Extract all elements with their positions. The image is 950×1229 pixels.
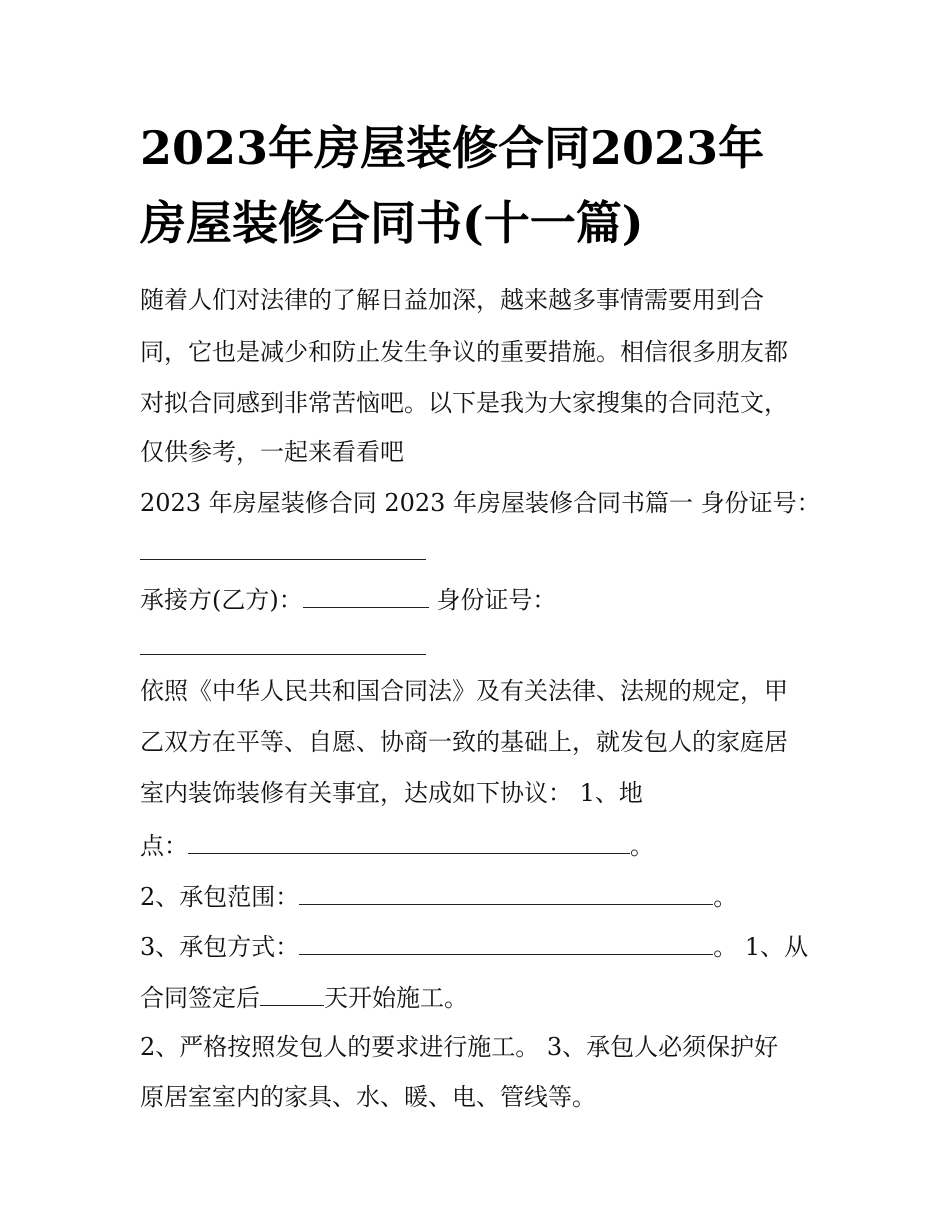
contractor-id-label: 身份证号： [436,586,557,614]
requirement-line-1: 2、严格按照发包人的要求进行施工。 3、承包人必须保护好 [140,1033,779,1061]
contractor-name-blank [303,583,429,608]
start-suffix: 天开始施工。 [324,984,468,1012]
scope-label: 2、承包范围： [140,883,300,911]
start-days-blank [260,981,324,1006]
method-blank [299,930,713,955]
start-line [140,981,830,1013]
id-number-blank-1 [140,535,426,560]
title-text-a: 年房屋装修合同 [268,121,591,175]
basis-line-1: 依照《中华人民共和国合同法》及有关法律、法规的规定，甲 [140,677,788,705]
intro-line-3: 对拟合同感到非常苦恼吧。以下是我为大家搜集的合同范文， [140,389,788,417]
location-end: 。 [630,832,654,860]
title-year-b: 2023 [590,121,719,175]
requirement-line-2: 原居室室内的家具、水、暖、电、管线等。 [140,1083,596,1111]
location-label: 点： [140,832,188,860]
location-blank [188,829,630,854]
intro-line-1: 随着人们对法律的了解日益加深，越来越多事情需要用到合 [140,286,764,314]
method-label: 3、承包方式： [140,933,300,961]
location-line [140,829,830,861]
title-year-a: 2023 [140,121,269,175]
id-number-blank-2 [140,630,426,655]
title-line-1 [140,123,820,173]
basis-line-3: 室内装饰装修有关事宜，达成如下协议： 1、地 [140,779,643,807]
scope-end: 。 [713,883,738,911]
method-end: 。 1、从 [713,933,809,961]
scope-blank [299,880,713,905]
title-text-b: 年 [718,121,765,175]
basis-line-2: 乙双方在平等、自愿、协商一致的基础上，就发包人的家庭居 [140,728,788,756]
intro-line-2: 同，它也是减少和防止发生争议的重要措施。相信很多朋友都 [140,338,788,366]
contractor-label: 承接方(乙方)： [140,586,303,614]
scope-line [140,880,830,912]
intro-line-4: 仅供参考，一起来看看吧 [140,438,404,466]
title-line-2: 房屋装修合同书(十一篇) [140,196,644,250]
contractor-line [140,583,830,615]
contract-heading-line: 2023 年房屋装修合同 2023 年房屋装修合同书篇一 身份证号： [140,489,821,517]
start-prefix: 合同签定后 [140,984,260,1012]
method-line [140,930,830,962]
